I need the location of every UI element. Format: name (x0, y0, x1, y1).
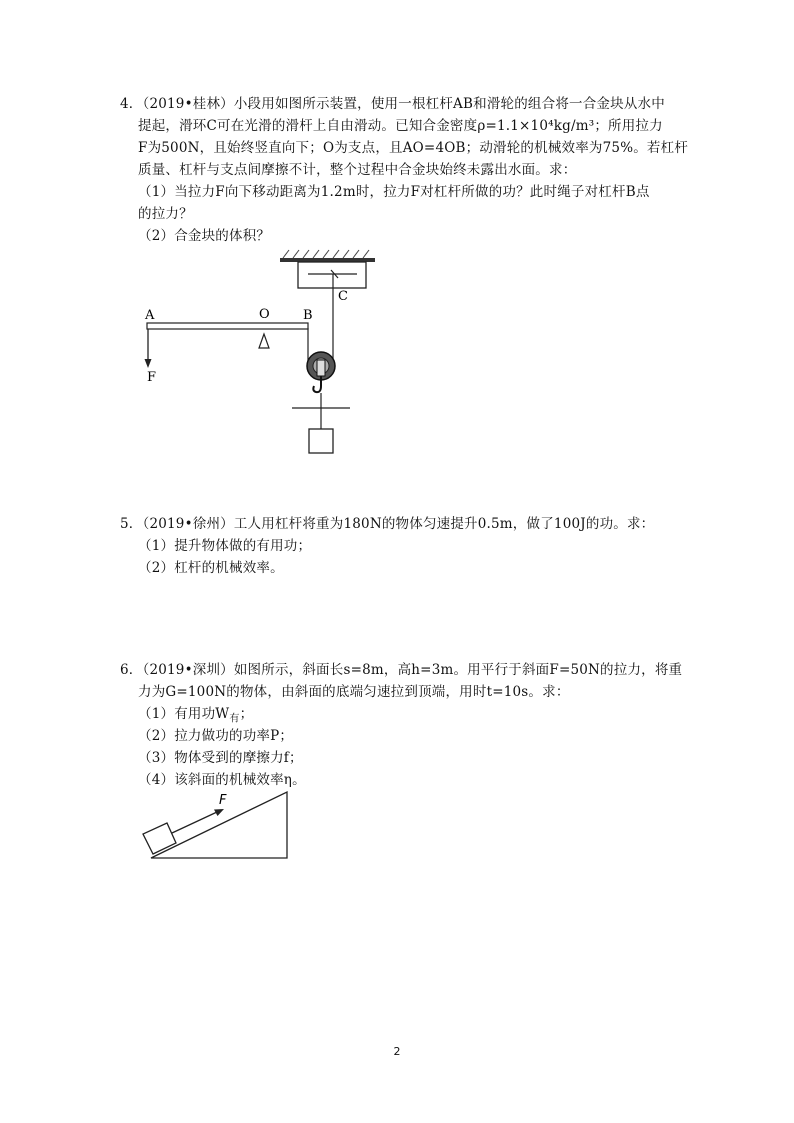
q6-sub3: （3）物体受到的摩擦力f； (138, 750, 303, 766)
q4-sub2: （2）合金块的体积？ (138, 228, 271, 244)
pulley-axle-block (317, 360, 325, 376)
fulcrum (259, 334, 269, 348)
label-incline-f: F (219, 793, 227, 808)
q6-line-1: 6．（2019•深圳）如图所示，斜面长s=8m，高h=3m。用平行于斜面F=50N的拉力，将重 (120, 662, 683, 678)
q4-line-4: 质量、杠杆与支点间摩擦不计，整个过程中合金块始终未露出水面。求： (138, 162, 577, 178)
q6-sub1-text: （1）有用功W (138, 706, 230, 722)
q5-sub2: （2）杠杆的机械效率。 (138, 560, 284, 576)
q6-sub2: （2）拉力做功的功率P； (138, 728, 294, 744)
q5-sub1: （1）提升物体做的有用功； (138, 538, 312, 554)
q4-sub1-line-2: 的拉力？ (138, 206, 193, 222)
q5-line-1: 5．（2019•徐州）工人用杠杆将重为180N的物体匀速提升0.5m，做了100J的功。求： (120, 516, 655, 532)
q4-sub1-line-1: （1）当拉力F向下移动距离为1.2m时，拉力F对杠杆所做的功？此时绳子对杠杆B点 (138, 184, 650, 200)
q4-line-1: 4．（2019•桂林）小段用如图所示装置，使用一根杠杆AB和滑轮的组合将一合金块从水中 (120, 96, 665, 112)
force-arrowhead (145, 359, 152, 368)
label-c: C (338, 289, 348, 304)
page-number: 2 (393, 1045, 401, 1058)
alloy-block (309, 429, 333, 453)
slide-rail-frame (298, 262, 366, 288)
label-a: A (145, 308, 155, 323)
lever-pulley-figure (135, 248, 375, 463)
q6-sub4: （4）该斜面的机械效率η。 (138, 772, 306, 788)
q6-sub1 (138, 705, 253, 729)
q6-sub1-subscript: 有 (229, 713, 240, 725)
lever-ab (147, 323, 308, 329)
q6-sub1-end: ； (239, 706, 254, 722)
q6-line-2: 力为G=100N的物体，由斜面的底端匀速拉到顶端，用时t=10s。求： (138, 684, 570, 700)
incline-figure (135, 785, 295, 865)
q4-line-2: 提起，滑环C可在光滑的滑杆上自由滑动。已知合金密度ρ=1.1×10⁴kg/m³；所用拉力 (138, 118, 663, 134)
label-o: O (259, 307, 270, 322)
label-b: B (303, 308, 313, 323)
ceiling-hatch (283, 250, 369, 258)
q4-line-3: F为500N，且始终竖直向下；O为支点，且AO=4OB；动滑轮的机械效率为75%。若杠杆 (138, 140, 689, 156)
label-f: F (147, 370, 157, 385)
